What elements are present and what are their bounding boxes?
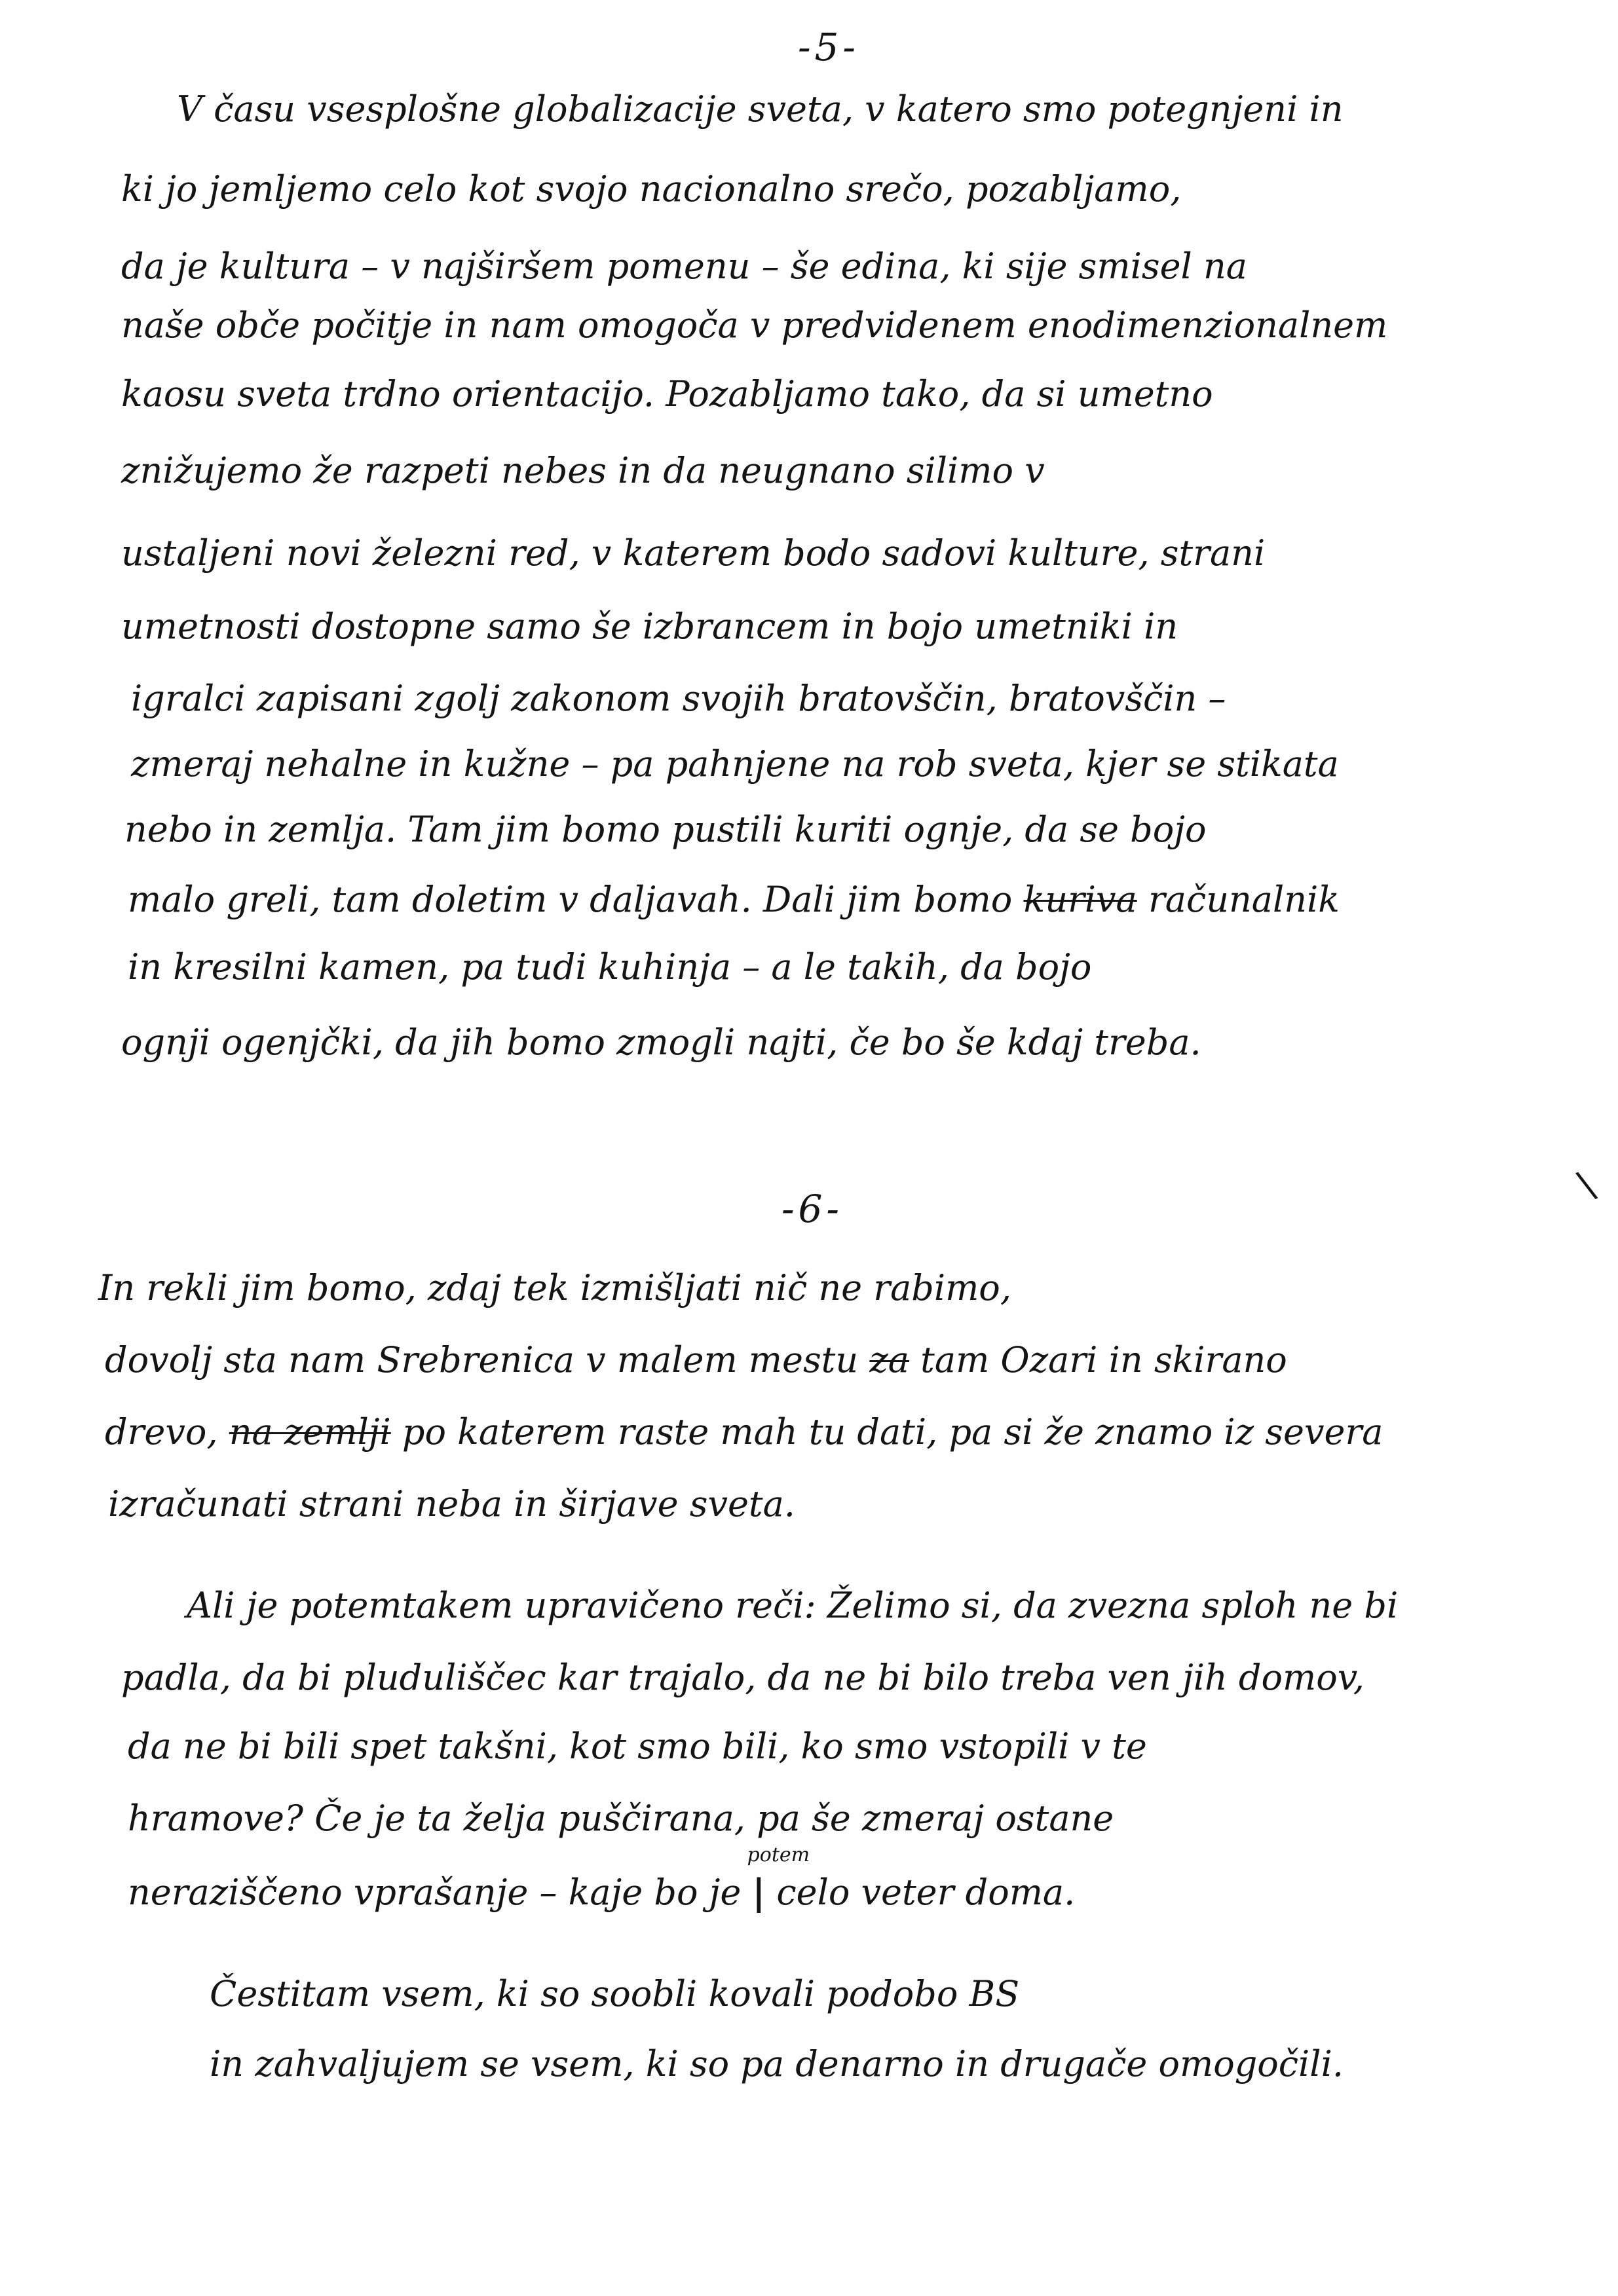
text-line: naše obče počitje in nam omogoča v predvidenem enodimenzionalnem [121,305,1388,346]
text-segment: malo greli, tam doletim v daljavah. Dali jim bomo [128,879,1013,920]
text-line: Čestitam vsem, ki so soobli kovali podobo BS [210,1973,1020,2014]
text-segment: računalnik [1148,879,1340,920]
text-line: zmeraj nehalne in kužne – pa pahnjene na rob sveta, kjer se stikata [131,743,1339,785]
text-line [128,1843,1076,1913]
text-line: ustaljeni novi železni red, v katerem bodo sadovi kulture, strani [121,532,1266,574]
text-line [128,879,1340,920]
text-line: in zahvaljujem se vsem, ki so pa denarno in drugače omogočili. [210,2043,1344,2084]
text-segment: celo veter doma. [776,1872,1076,1913]
struck-word: kuriva [1023,879,1137,920]
text-line: izračunati strani neba in širjave sveta. [108,1483,795,1525]
text-segment: dovolj sta nam Srebrenica v malem mestu [105,1339,859,1380]
text-line: ki jo jemljemo celo kot svojo nacionalno srečo, pozabljamo, [121,168,1182,210]
text-line: in kresilni kamen, pa tudi kuhinja – a le takih, da bojo [128,946,1092,988]
caret-icon: | [752,1871,766,1913]
text-line: kaosu sveta trdno orientacijo. Pozabljamo tako, da si umetno [121,373,1213,415]
text-line: nebo in zemlja. Tam jim bomo pustili kuriti ognje, da se bojo [124,809,1207,850]
struck-phrase: na zemlji [229,1411,391,1453]
text-segment: je [709,1872,742,1913]
margin-tick-mark: \ [1572,1161,1600,1208]
text-line: ognji ogenjčki, da jih bomo zmogli najti, če bo še kdaj treba. [121,1022,1201,1063]
inserted-word: potem [747,1843,810,1866]
text-line: In rekli jim bomo, zdaj tek izmišljati nič ne rabimo, [98,1267,1011,1308]
text-line: V času vsesplošne globalizacije sveta, v katero smo potegnjeni in [177,88,1344,130]
text-line: umetnosti dostopne samo še izbrancem in bojo umetniki in [121,606,1178,647]
text-line [105,1339,1287,1380]
text-line: da je kultura – v najširšem pomenu – še edina, ki sije smisel na [121,246,1247,287]
text-line: hramove? Če je ta želja puščirana, pa še zmeraj ostane [128,1798,1114,1839]
text-segment: drevo, [105,1411,218,1453]
text-line: da ne bi bili spet takšni, kot smo bili, ko smo vstopili v te [128,1726,1147,1767]
text-line: Ali je potemtakem upravičeno reči: Želimo si, da zvezna sploh ne bi [187,1585,1399,1626]
text-segment: po katerem raste mah tu dati, pa si že znamo iz severa [402,1411,1383,1453]
text-segment: neraziščeno vprašanje – kaje bo [128,1872,698,1913]
page-number-6: -6- [781,1187,844,1231]
insertion-mark [747,1843,810,1913]
text-line: znižujemo že razpeti nebes in da neugnano silimo v [121,450,1045,491]
text-line: padla, da bi pluduliščec kar trajalo, da ne bi bilo treba ven jih domov, [121,1657,1364,1698]
text-line [105,1411,1383,1453]
text-segment: tam Ozari in skirano [920,1339,1287,1380]
text-line: igralci zapisani zgolj zakonom svojih bratovščin, bratovščin – [131,678,1226,719]
struck-word: za [869,1339,909,1380]
page-number-5: -5- [797,25,860,69]
